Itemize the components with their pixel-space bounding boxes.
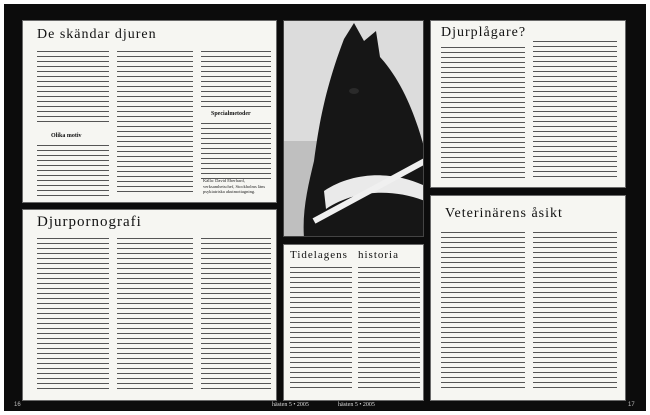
- article-title: Veterinärens åsikt: [445, 206, 563, 221]
- subhead-specialmetoder: Specialmetoder: [211, 111, 251, 117]
- text-column-3: [201, 51, 271, 111]
- article-title-part-2: historia: [358, 249, 399, 261]
- masthead-footer-right: hästen 5 • 2005: [338, 402, 375, 408]
- page-number-right: 17: [628, 402, 635, 408]
- text-column-1: [37, 51, 109, 126]
- text-column-2: [358, 267, 420, 392]
- article-de-skandar-djuren: [22, 20, 277, 203]
- article-title: De skändar djuren: [37, 27, 157, 42]
- article-djurplagare: [430, 20, 626, 188]
- article-djurpornografi: [22, 209, 277, 401]
- article-title: Djurplågare?: [441, 25, 527, 40]
- article-title-part-1: Tidelagens: [290, 249, 348, 261]
- page-number-left: 16: [14, 402, 21, 408]
- text-column-1: [441, 232, 525, 392]
- text-column-2: [117, 238, 193, 393]
- text-column-2: [117, 51, 193, 196]
- magazine-spread: [4, 4, 646, 411]
- text-column-1: [37, 238, 109, 393]
- article-tidelagens-historia: [283, 244, 424, 401]
- horse-head-photo: [283, 20, 424, 237]
- horse-photo-illustration: [284, 21, 424, 237]
- text-column-1: [290, 267, 352, 392]
- text-column-2: [533, 232, 617, 392]
- text-column-2: [533, 41, 617, 181]
- article-veterinarens-asikt: [430, 195, 626, 401]
- text-column-3b: [201, 123, 271, 183]
- text-column-1: [441, 47, 525, 182]
- text-column-3: [201, 238, 271, 393]
- source-credit: Källa: David Eberhard, verksamhetschef, Stockholms läns psykiatriska akutmottagning.: [203, 178, 266, 194]
- text-column-1b: [37, 145, 109, 200]
- article-title: Djurpornografi: [37, 214, 142, 230]
- subhead-olika-motiv: Olika motiv: [51, 133, 82, 139]
- masthead-footer-left: hästen 5 • 2005: [272, 402, 309, 408]
